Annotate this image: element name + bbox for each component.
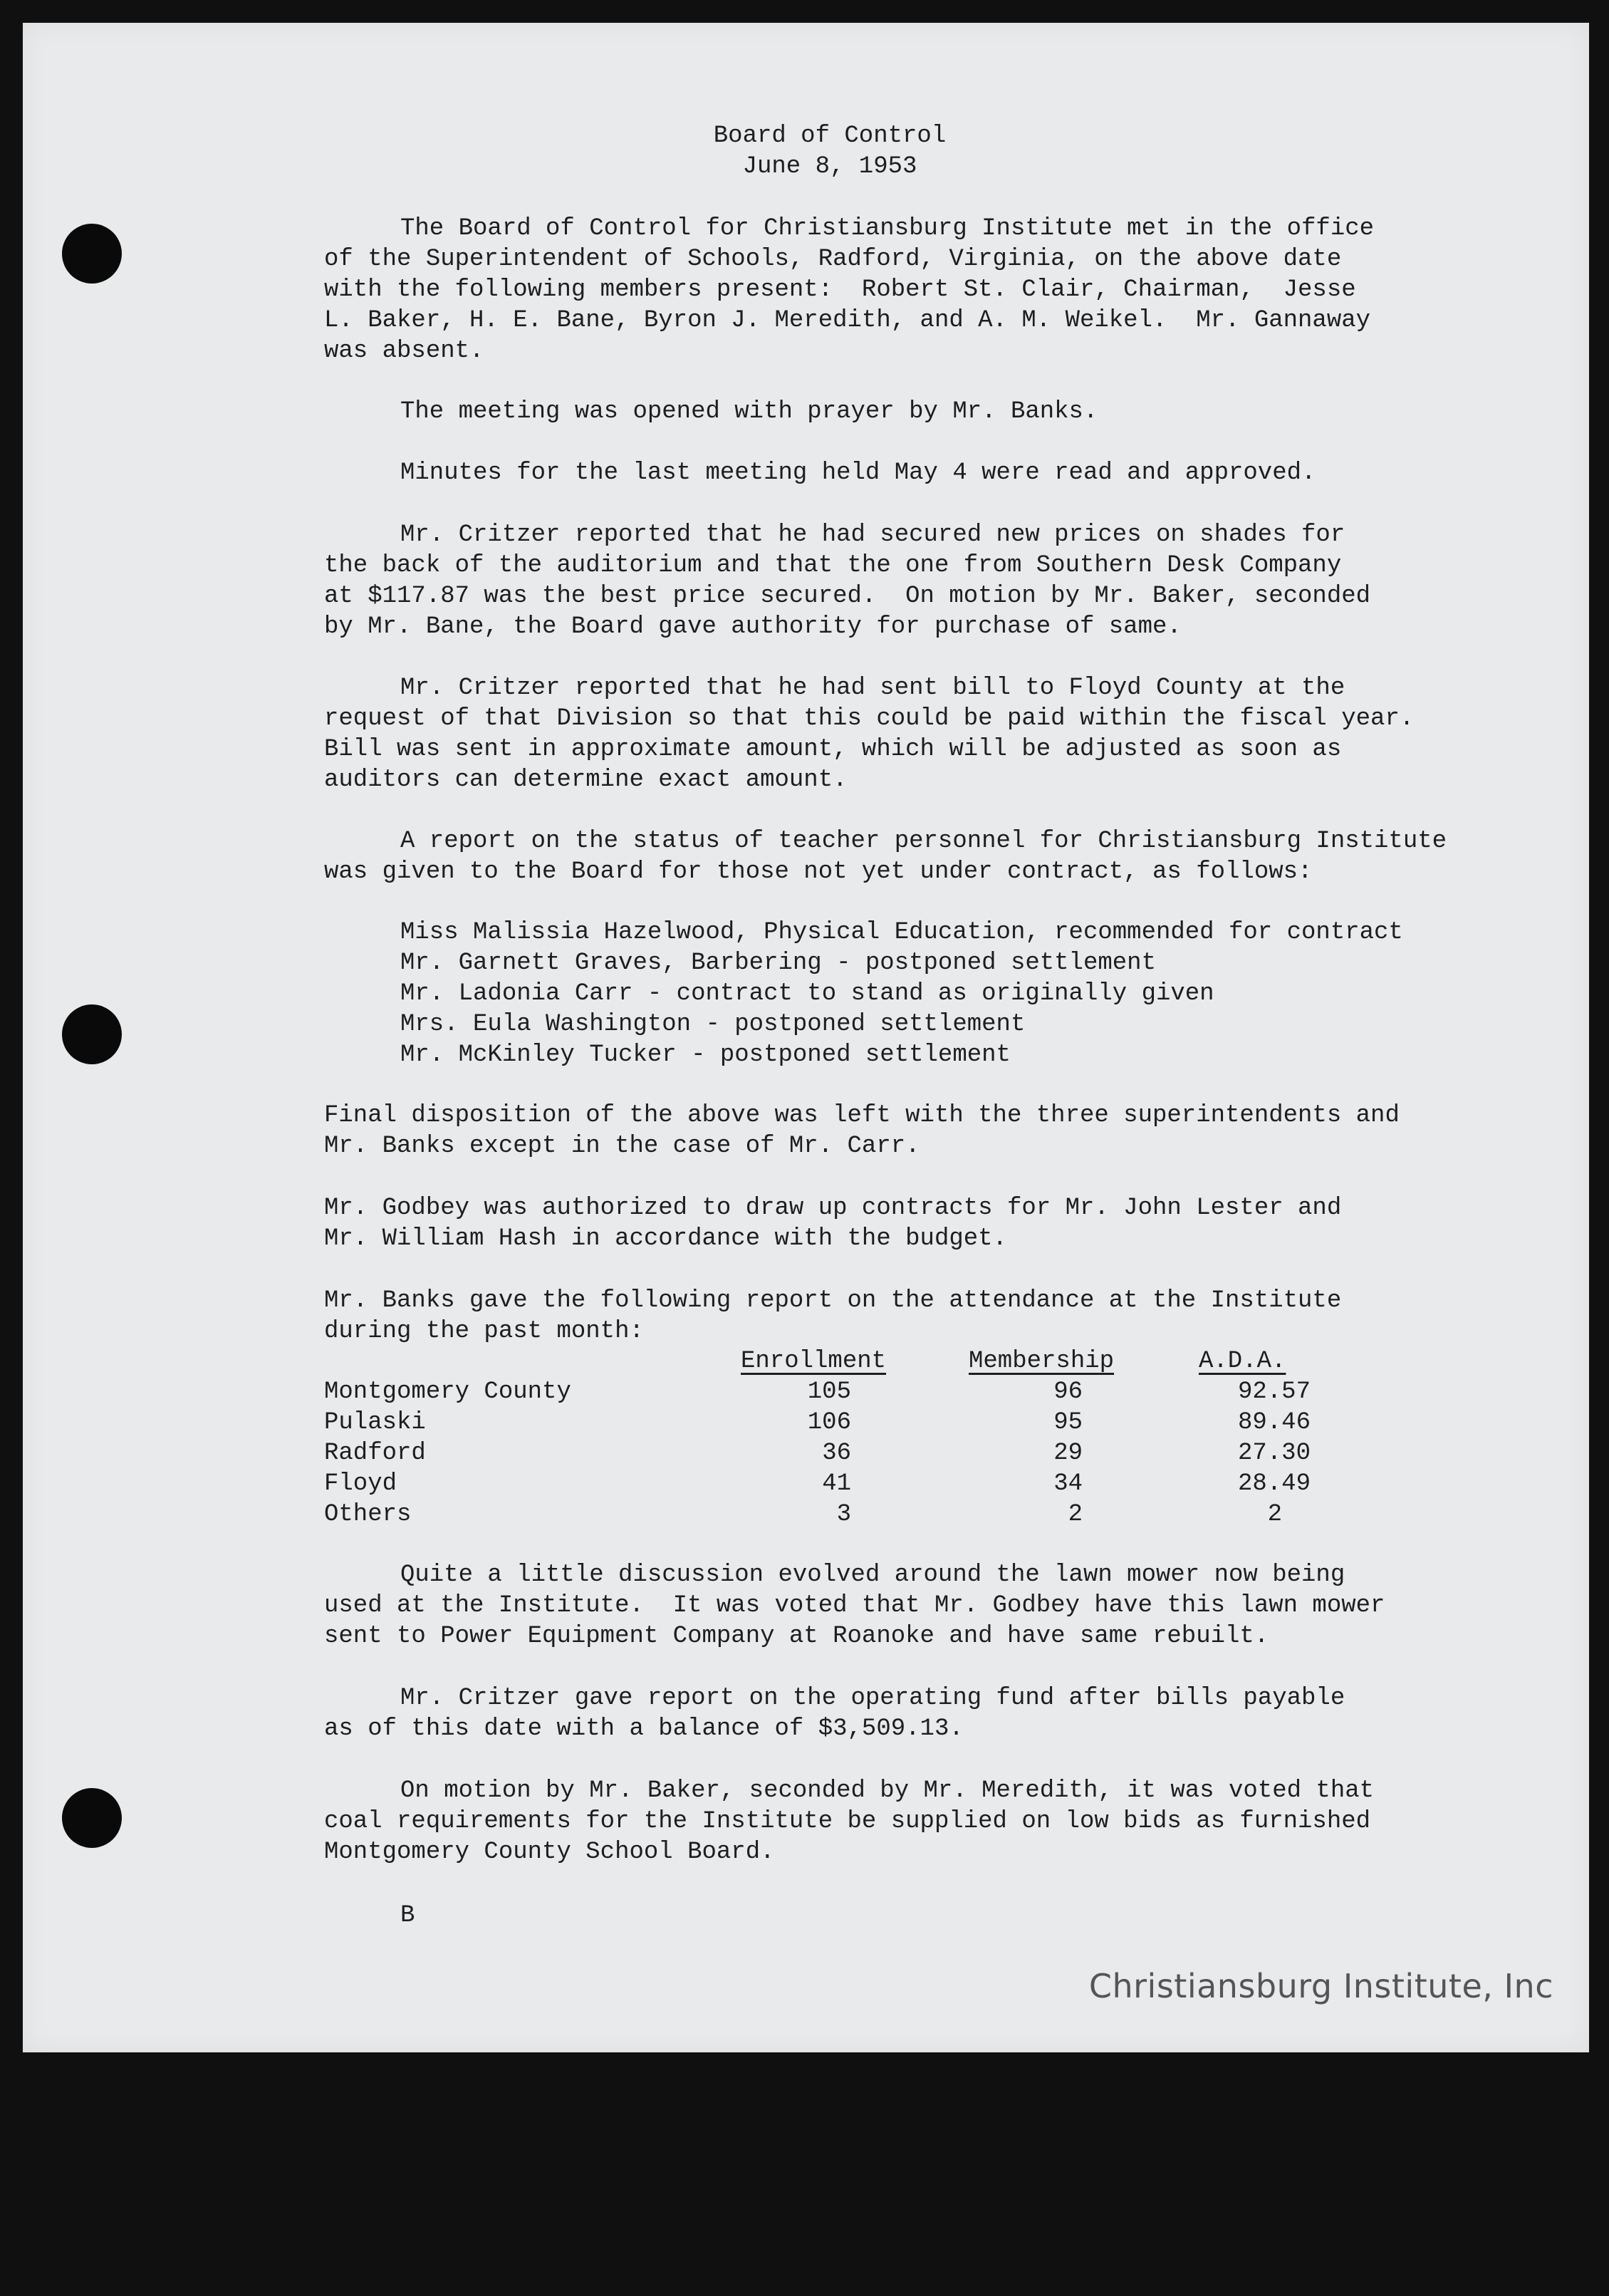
paragraph-line: The Board of Control for Christiansburg Institute met in the office (400, 215, 1375, 242)
paragraph-line: auditors can determine exact amount. (324, 767, 848, 794)
paragraph-line: Mr. Critzer reported that he had secured new prices on shades for (400, 521, 1345, 549)
table-row-label: Pulaski (324, 1409, 426, 1436)
paragraph-line: Final disposition of the above was left with the three superintendents and (324, 1102, 1400, 1129)
paragraph-line: Quite a little discussion evolved around the lawn mower now being (400, 1562, 1345, 1589)
paragraph-line: by Mr. Bane, the Board gave authority for purchase of same. (324, 613, 1182, 640)
cell-ada: 27.30 (1237, 1440, 1311, 1467)
cell-enrollment: 105 (807, 1378, 851, 1406)
heading-title: Board of Control (713, 123, 947, 150)
paragraph-line: request of that Division so that this could be paid within the fiscal year. (324, 705, 1415, 732)
punch-hole-middle (62, 1004, 122, 1064)
cell-ada: 89.46 (1237, 1409, 1311, 1436)
paragraph-line: Mr. Godbey was authorized to draw up contracts for Mr. John Lester and (324, 1195, 1342, 1222)
paragraph-line: during the past month: (324, 1318, 644, 1345)
paragraph-line: coal requirements for the Institute be supplied on low bids as furnished (324, 1808, 1371, 1835)
paragraph-line: On motion by Mr. Baker, seconded by Mr. Meredith, it was voted that (400, 1777, 1375, 1804)
paragraph-line: Minutes for the last meeting held May 4 were read and approved. (400, 459, 1316, 487)
paragraph-line: of the Superintendent of Schools, Radford, Virginia, on the above date (324, 246, 1342, 273)
archive-watermark: Christiansburg Institute, Inc (1088, 1967, 1553, 2005)
paragraph-line: Mr. Banks gave the following report on the attendance at the Institute (324, 1287, 1342, 1314)
column-header-enrollment: Enrollment (741, 1348, 887, 1375)
paragraph-line: Bill was sent in approximate amount, which will be adjusted as soon as (324, 736, 1342, 763)
paragraph-line: the back of the auditorium and that the one from Southern Desk Company (324, 552, 1342, 579)
paragraph-line: as of this date with a balance of $3,509.13. (324, 1715, 964, 1742)
heading-date: June 8, 1953 (742, 153, 917, 180)
paragraph-line: A report on the status of teacher personnel for Christiansburg Institute (400, 828, 1447, 855)
paragraph-line: The meeting was opened with prayer by Mr. Banks. (400, 398, 1098, 425)
personnel-item: Mrs. Eula Washington - postponed settlement (400, 1011, 1026, 1038)
cell-membership: 2 (1068, 1501, 1083, 1528)
column-header-ada: A.D.A. (1199, 1348, 1286, 1375)
paragraph-line: Montgomery County School Board. (324, 1839, 775, 1866)
paragraph-line: was absent. (324, 338, 484, 365)
personnel-item: Mr. Ladonia Carr - contract to stand as originally given (400, 980, 1214, 1007)
punch-hole-bottom (62, 1788, 122, 1848)
paragraph-line: L. Baker, H. E. Bane, Byron J. Meredith, and A. M. Weikel. Mr. Gannaway (324, 307, 1371, 334)
paragraph-line: sent to Power Equipment Company at Roanoke and have same rebuilt. (324, 1623, 1269, 1650)
cell-membership: 34 (1053, 1470, 1083, 1497)
paragraph-line: used at the Institute. It was voted that Mr. Godbey have this lawn mower (324, 1592, 1385, 1619)
cell-ada: 28.49 (1237, 1470, 1311, 1497)
cell-membership: 95 (1053, 1409, 1083, 1436)
column-header-membership: Membership (969, 1348, 1115, 1375)
paragraph-line: with the following members present: Robert St. Clair, Chairman, Jesse (324, 276, 1356, 303)
personnel-item: Miss Malissia Hazelwood, Physical Education, recommended for contract (400, 919, 1403, 946)
paragraph-line: at $117.87 was the best price secured. On motion by Mr. Baker, seconded (324, 583, 1371, 610)
paragraph-line: Mr. Banks except in the case of Mr. Carr. (324, 1133, 920, 1160)
personnel-item: Mr. Garnett Graves, Barbering - postponed settlement (400, 950, 1156, 977)
paragraph-line: was given to the Board for those not yet under contract, as follows: (324, 858, 1313, 885)
table-row-label: Radford (324, 1440, 426, 1467)
cell-membership: 96 (1053, 1378, 1083, 1406)
table-row-label: Others (324, 1501, 412, 1528)
punch-hole-top (62, 224, 122, 284)
paragraph-line: Mr. William Hash in accordance with the budget. (324, 1225, 1007, 1252)
attendance-table (324, 1346, 1335, 1532)
personnel-item: Mr. McKinley Tucker - postponed settlement (400, 1041, 1011, 1069)
cell-membership: 29 (1053, 1440, 1083, 1467)
table-row-label: Montgomery County (324, 1378, 571, 1406)
paragraph-line: Mr. Critzer gave report on the operating fund after bills payable (400, 1685, 1345, 1712)
table-row-label: Floyd (324, 1470, 397, 1497)
cell-enrollment: 106 (807, 1409, 851, 1436)
paragraph-line: Mr. Critzer reported that he had sent bill to Floyd County at the (400, 675, 1345, 702)
cell-enrollment: 36 (822, 1440, 851, 1467)
page-marker: B (400, 1902, 415, 1929)
cell-ada: 92.57 (1237, 1378, 1311, 1406)
cell-enrollment: 3 (836, 1501, 851, 1528)
cell-enrollment: 41 (822, 1470, 851, 1497)
cell-ada: 2 (1267, 1501, 1282, 1528)
